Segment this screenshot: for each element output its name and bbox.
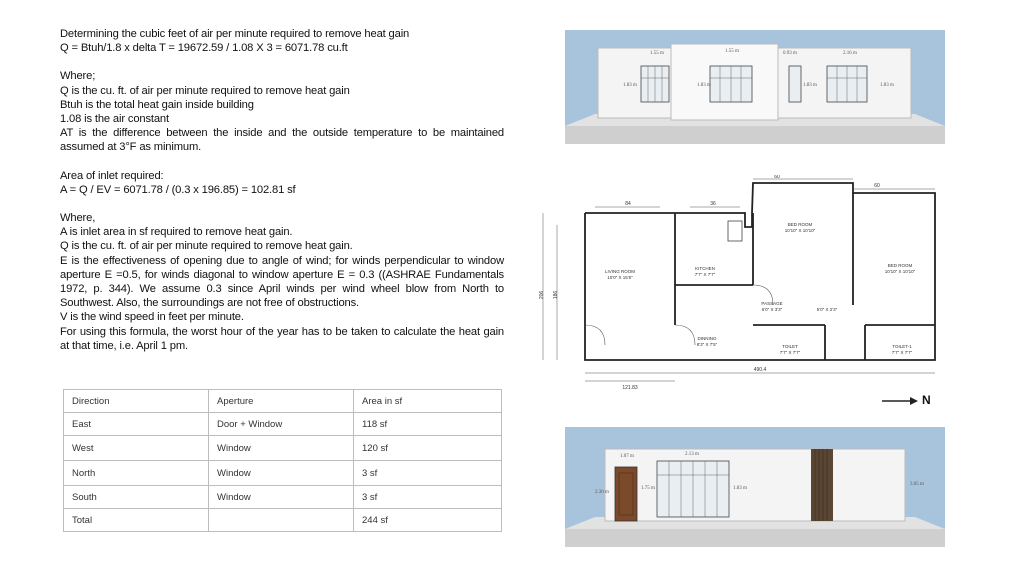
cell [209,509,354,532]
inlet-title: Area of inlet required: [60,169,164,182]
where-label: Where; [60,70,96,83]
wood-cladding [811,449,833,521]
cell: North [64,461,209,486]
elevation-render-top [565,30,945,144]
cell: Door + Window [209,413,354,436]
dim-label: 2.30 m [595,490,609,495]
formula-note: For using this formula, the worst hour of the year has to be taken to calculate the heat gain at that time, i.e. April 1 pm. [60,325,504,352]
dim-label: 1.83 m [880,83,894,88]
door-swings [585,285,773,345]
room-toilet-1: TOILET-1 [892,344,912,349]
cell: Window [209,461,354,486]
where-label-2: Where, [60,212,96,225]
table-row [64,509,502,532]
cell: Window [209,486,354,509]
room-bed2-size: 10'10" X 10'10" [884,269,916,274]
floor-plan-svg [535,175,950,395]
north-arrow [882,394,918,412]
north-arrow-icon [882,395,918,407]
table-row [64,461,502,486]
dim-label: 2.16 m [843,51,857,56]
room-passage-2-size: 5'0" X 2'3" [816,307,838,312]
cell: 118 sf [354,413,502,436]
header-direction: Direction [64,390,209,413]
cell: Total [64,509,209,532]
table-header-row [64,390,502,413]
room-dining-size: 8'3" X 7'5" [696,342,718,347]
btuh-definition: Btuh is the total heat gain inside building [60,98,254,111]
cell: East [64,413,209,436]
table-row [64,413,502,436]
dim-60-a: 60 [774,175,780,180]
dim-label: 1.55 m [725,49,739,54]
table-row [64,436,502,461]
cell: Window [209,436,354,461]
cell: 244 sf [354,509,502,532]
dim-label: 1.07 m [620,454,634,459]
room-dining: DINNING [697,336,717,341]
calculation-text [60,27,504,353]
room-bed2: BED ROOM [887,263,913,268]
e-definition: E is the effectiveness of opening due to angle of wind; for winds perpendicular to window aperture E =0.5, for winds diagonal to window aperture E = 0.3 ((ASHRAE Fundamentals 1972, p. 344). We assume 0.3 since April winds per wind wheel blow from North to Southwest. Also, the surroundings are not free of obstructions. [60,254,504,310]
dim-490: 490.4 [753,367,767,373]
cell: 3 sf [354,486,502,509]
section-title: Determining the cubic feet of air per minute required to remove heat gain [60,28,410,40]
room-toilet-size: 7'7" X 7'7" [779,350,801,355]
aperture-area-table [63,389,502,532]
wall [605,449,905,521]
walls [585,183,935,360]
cell: 3 sf [354,461,502,486]
dim-36: 36 [710,201,716,207]
door [615,467,637,521]
elevation-top-svg [565,30,945,144]
dim-label: 1.83 m [697,83,711,88]
north-label: N [922,393,931,407]
cfm-formula: Q = Btuh/1.8 x delta T = 19672.59 / 1.08 X 3 = 6071.78 cu.ft [60,42,348,55]
dim-label: 0.93 m [783,51,797,56]
floor-plan [535,175,950,395]
dim-label: 1.55 m [650,51,664,56]
dim-186: 186 [553,290,559,300]
room-passage: PASSAGE [761,301,783,306]
cell: West [64,436,209,461]
dim-label: 1.75 m [641,486,655,491]
room-living-size: 10'0" X 15'5" [607,275,633,280]
q-definition-2: Q is the cu. ft. of air per minute required to remove heat gain. [60,240,353,253]
dim-label: 1.83 m [803,83,817,88]
q-definition: Q is the cu. ft. of air per minute required to remove heat gain [60,84,350,97]
header-area: Area in sf [354,390,502,413]
dim-60-b: 60 [874,183,880,189]
room-living: LIVING ROOM [604,269,636,274]
room-toilet-1-size: 7'7" X 7'7" [891,350,913,355]
elevation-bottom-svg [565,427,945,547]
kitchen-counter [728,221,742,241]
room-kitchen-size: 7'7" X 7'7" [694,272,716,277]
cell: South [64,486,209,509]
room-toilet: TOILET [782,344,798,349]
room-passage-size: 6'0" X 3'3" [761,307,783,312]
dim-label: 3.05 m [910,482,924,487]
dim-label: 2.13 m [685,452,699,457]
a-definition: A is inlet area in sf required to remove heat gain. [60,226,293,239]
dim-121: 121.83 [622,385,638,391]
dim-label: 1.83 m [623,83,637,88]
constant-definition: 1.08 is the air constant [60,113,169,126]
elevation-render-bottom [565,427,945,547]
at-definition: AT is the difference between the inside and the outside temperature to be maintained assumed at 3°F as minimum. [60,127,504,154]
table-row [64,486,502,509]
dim-84: 84 [625,201,631,207]
ground [565,126,945,144]
cell: 120 sf [354,436,502,461]
room-bed1: BED ROOM [787,222,813,227]
inlet-formula: A = Q / EV = 6071.78 / (0.3 x 196.85) = 102.81 sf [60,183,296,196]
dimension-lines [543,179,935,381]
header-aperture: Aperture [209,390,354,413]
v-definition: V is the wind speed in feet per minute. [60,311,244,324]
ground [565,529,945,547]
room-kitchen: KITCHEN [695,266,715,271]
dim-206: 206 [539,290,545,300]
room-bed1-size: 10'10" X 10'10" [784,228,816,233]
dim-label: 1.83 m [733,486,747,491]
